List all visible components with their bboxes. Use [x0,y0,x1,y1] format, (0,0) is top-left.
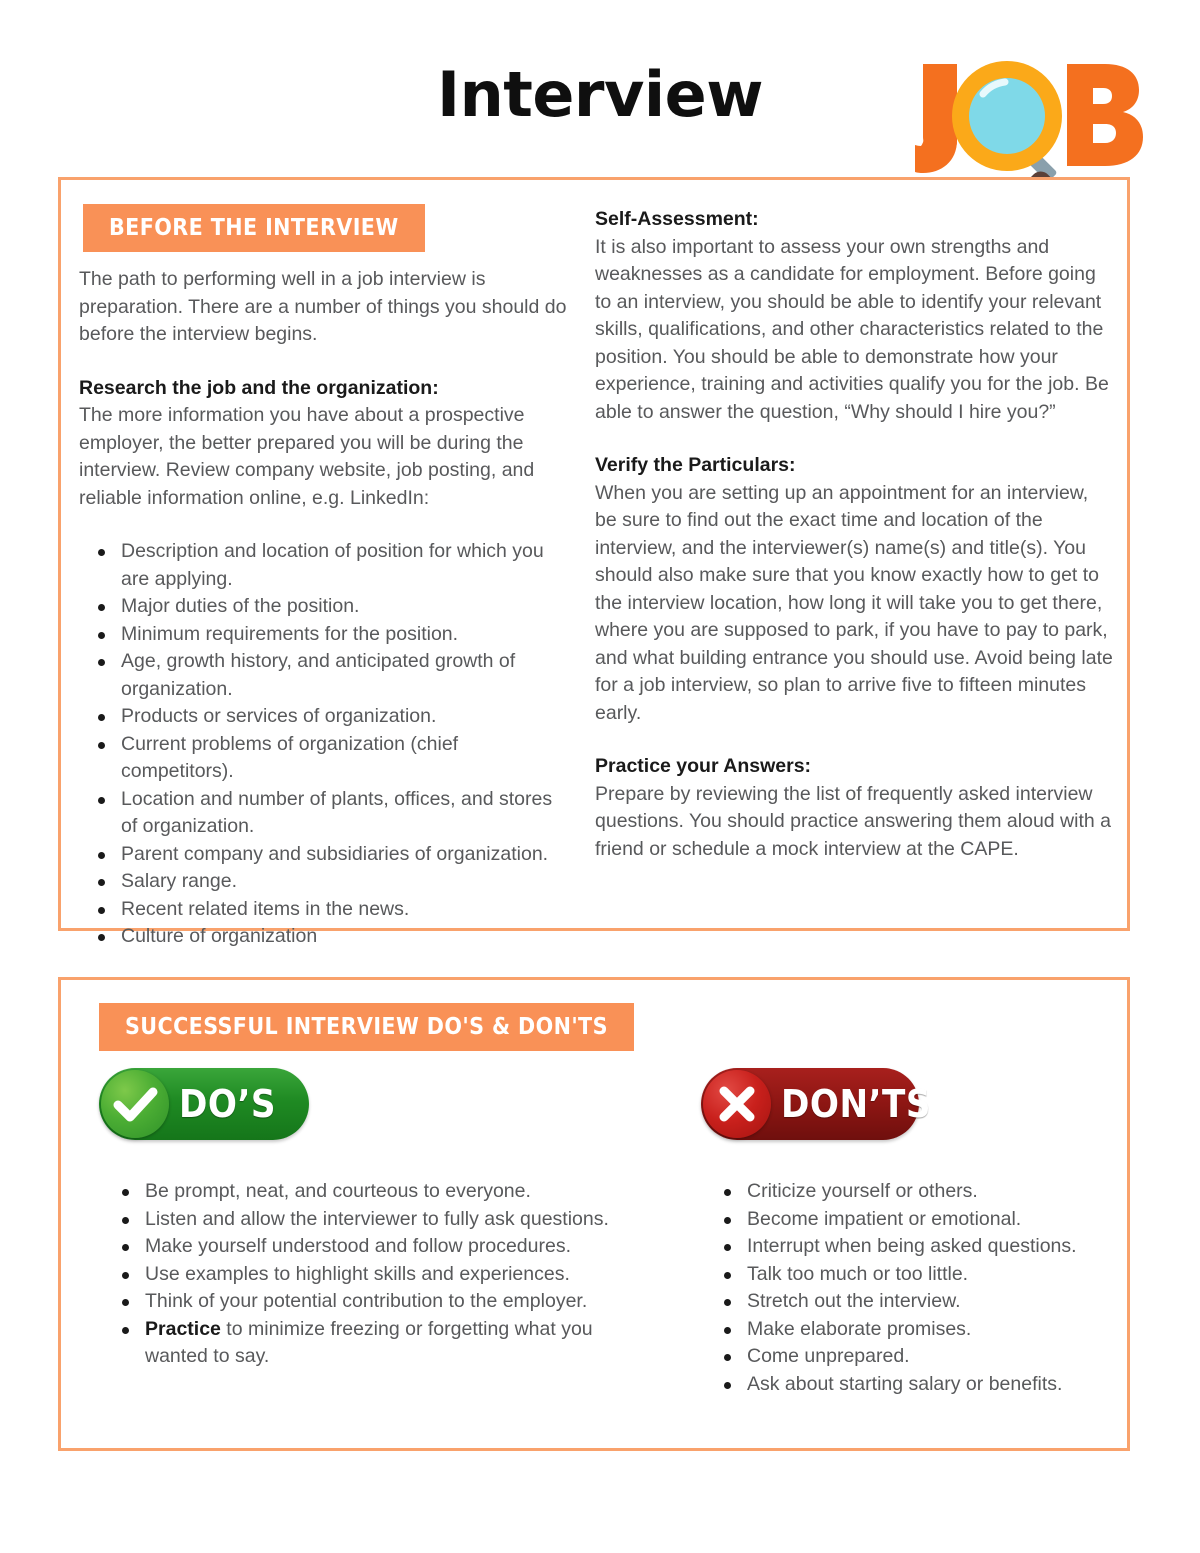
list-item: Salary range. [121,868,569,896]
list-item: Be prompt, neat, and courteous to everyone. [145,1178,619,1206]
list-item: Interrupt when being asked questions. [747,1233,1121,1261]
verify-heading: Verify the Particulars: [595,454,796,476]
column-left [79,266,569,951]
research-heading: Research the job and the organization: [79,376,439,399]
research-body: The more information you have about a prospective employer, the better prepared you will be during the interview. Review company website, job posting, and reliable information online, e.g. LinkedIn: [79,404,535,509]
dos-donts-columns [61,980,1127,1448]
list-item: Listen and allow the interviewer to fully ask questions. [145,1206,619,1234]
list-item: Talk too much or too little. [747,1261,1121,1289]
list-item: Stretch out the interview. [747,1288,1121,1316]
list-item: Use examples to highlight skills and experiences. [145,1261,619,1289]
list-item: Become impatient or emotional. [747,1206,1121,1234]
dos-list-wrap [99,1178,619,1371]
self-assessment-heading: Self-Assessment: [595,208,759,230]
logo-letter-b [1067,64,1143,166]
dos-label: DO’S [179,1082,277,1126]
page-header [0,0,1200,170]
dos-bullet-list [99,1178,619,1371]
research-bullet-list [79,538,569,951]
list-item: Description and location of position for which you are applying. [121,538,569,593]
spacer [79,349,569,375]
list-item: Parent company and subsidiaries of organization. [121,841,569,869]
self-assessment-body: It is also important to assess your own strengths and weaknesses as a candidate for employment. Before going to an interview, you should be able to identify your relevant skills, qualifications, and other characteristics related to the position. You should be able to demonstrate how your experience, training and activities qualify you for the job. Be able to answer the question, “Why should I hire you?” [595,235,1109,423]
list-item: Ask about starting salary or benefits. [747,1371,1121,1399]
donts-list-wrap [701,1178,1121,1398]
spacer [595,426,1113,452]
list-item: Age, growth history, and anticipated growth of organization. [121,648,569,703]
donts-badge [701,1068,931,1140]
list-item: Current problems of organization (chief competitors). [121,731,569,786]
donts-label: DON’TS [781,1082,931,1126]
list-item: Criticize yourself or others. [747,1178,1121,1206]
practice-heading: Practice your Answers: [595,755,812,777]
list-item: Make elaborate promises. [747,1316,1121,1344]
panel-columns [61,180,1127,947]
column-right [595,206,1113,863]
x-icon [703,1070,771,1138]
list-item-emphasis: Practice [145,1317,221,1340]
section-badge-before: BEFORE THE INTERVIEW [83,204,425,252]
dos-and-donts-panel [58,977,1130,1451]
logo-letter-j [915,64,957,173]
list-item: Come unprepared. [747,1343,1121,1371]
list-item: Products or services of organization. [121,703,569,731]
list-item: Make yourself understood and follow procedures. [145,1233,619,1261]
intro-paragraph: The path to performing well in a job interview is preparation. There are a number of things you should do before the interview begins. [79,268,567,345]
before-the-interview-panel [58,177,1130,947]
list-item: Major duties of the position. [121,593,569,621]
list-item: Recent related items in the news. [121,896,569,924]
check-icon [101,1070,169,1138]
verify-body: When you are setting up an appointment for an interview, be sure to find out the exact time and location of the interview, and the interviewer(s) name(s) and title(s). You should also make sure that you know exactly how to get to the interview location, how long it will take you to get there, where you are supposed to park, if you have to pay to park, and what building entrance you should use. Avoid being late for a job interview, so plan to arrive five to fifteen minutes early. [595,481,1113,724]
page-title: Interview [437,58,763,131]
dos-column [99,1068,619,1371]
list-item: Think of your potential contribution to the employer. [145,1288,619,1316]
donts-bullet-list [701,1178,1121,1398]
list-item: Minimum requirements for the position. [121,621,569,649]
list-item: Practice to minimize freezing or forgetting what you wanted to say. [145,1316,619,1371]
practice-body: Prepare by reviewing the list of frequently asked interview questions. You should practice answering them aloud with a friend or schedule a mock interview at the CAPE. [595,782,1111,860]
dos-badge [99,1068,309,1140]
list-item: Location and number of plants, offices, and stores of organization. [121,786,569,841]
spacer [595,727,1113,753]
magnifier-icon [952,61,1062,171]
section-badge-dos-donts: SUCCESSFUL INTERVIEW DO'S & DON'TS [99,1003,634,1051]
donts-column [701,1068,1121,1398]
spacer [79,512,569,538]
list-item: Culture of organization [121,923,569,951]
